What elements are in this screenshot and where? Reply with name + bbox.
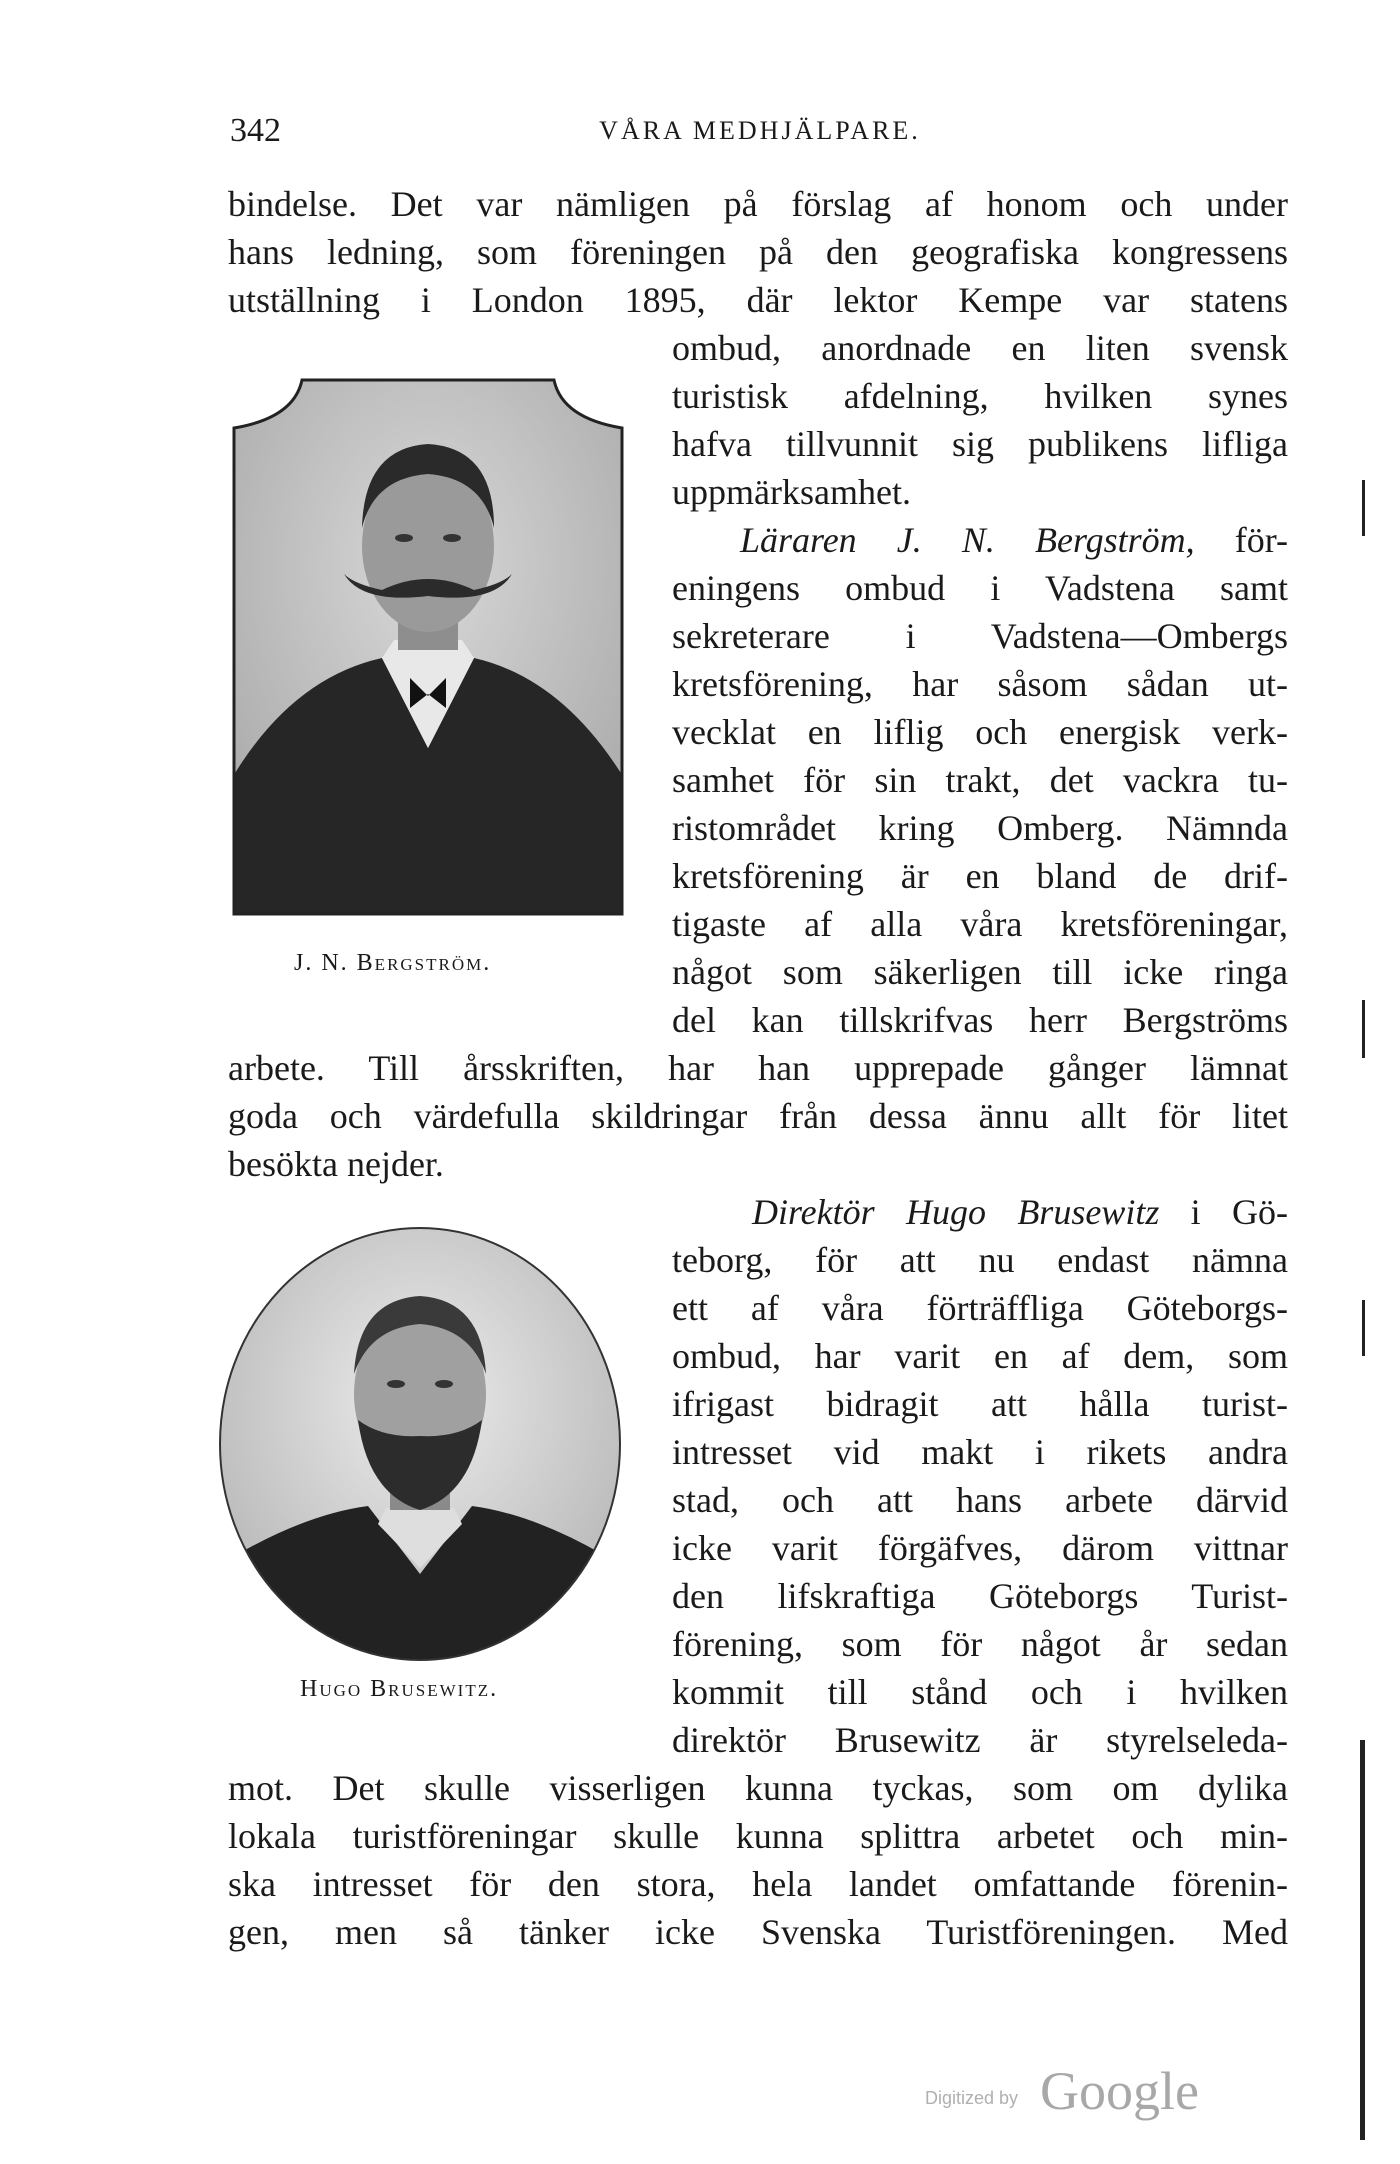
paragraph-opening: Läraren J. N. Bergström, för- — [740, 520, 1288, 560]
text-line: ombud, har varit en af dem, som — [672, 1336, 1288, 1376]
text-line: teborg, för att nu endast nämna — [672, 1240, 1288, 1280]
text-line: ristområdet kring Omberg. Nämnda — [672, 808, 1288, 848]
text-line: eningens ombud i Vadstena samt — [672, 568, 1288, 608]
text-line: turistisk afdelning, hvilken synes — [672, 376, 1288, 416]
text-line: förening, som för något år sedan — [672, 1624, 1288, 1664]
portrait-caption: J. N. Bergström. — [294, 950, 492, 976]
text-line: lokala turistföreningar skulle kunna splittra arbetet och min- — [228, 1816, 1288, 1856]
text-line: gen, men så tänker icke Svenska Turistföreningen. Med — [228, 1912, 1288, 1952]
page-number: 342 — [230, 112, 281, 149]
text-line: hafva tillvunnit sig publikens lifliga — [672, 424, 1288, 464]
text-line: mot. Det skulle visserligen kunna tyckas, som om dylika — [228, 1768, 1288, 1808]
text-line: bindelse. Det var nämligen på förslag af honom och under — [228, 184, 1288, 224]
text-line: tigaste af alla våra kretsföreningar, — [672, 904, 1288, 944]
text-line: stad, och att hans arbete därvid — [672, 1480, 1288, 1520]
text-line: samhet för sin trakt, det vackra tu- — [672, 760, 1288, 800]
text-line: sekreterare i Vadstena—Ombergs — [672, 616, 1288, 656]
text-line: den lifskraftiga Göteborgs Turist- — [672, 1576, 1288, 1616]
portrait-brusewitz — [218, 1224, 622, 1664]
text-line: hans ledning, som föreningen på den geografiska kongressens — [228, 232, 1288, 272]
text-line: direktör Brusewitz är styrelseleda- — [672, 1720, 1288, 1760]
scan-mark — [1362, 480, 1365, 536]
scan-mark — [1362, 1000, 1365, 1058]
watermark-brand: Google — [1040, 2061, 1199, 2121]
text-line: del kan tillskrifvas herr Bergströms — [672, 1000, 1288, 1040]
portrait-caption: Hugo Brusewitz. — [300, 1676, 499, 1702]
text-line: ifrigast bidragit att hålla turist- — [672, 1384, 1288, 1424]
text-line: vecklat en liflig och energisk verk- — [672, 712, 1288, 752]
text-line: utställning i London 1895, där lektor Kempe var statens — [228, 280, 1288, 320]
text-line: kretsförening är en bland de drif- — [672, 856, 1288, 896]
text-line: ombud, anordnade en liten svensk — [672, 328, 1288, 368]
text-line: kommit till stånd och i hvilken — [672, 1672, 1288, 1712]
text-line: icke varit förgäfves, därom vittnar — [672, 1528, 1288, 1568]
page-header — [230, 112, 1290, 152]
text-line: uppmärksamhet. — [672, 472, 911, 512]
scan-mark — [1362, 1300, 1365, 1356]
text-line: kretsförening, har såsom sådan ut- — [672, 664, 1288, 704]
text-line: arbete. Till årsskriften, har han upprepade gånger lämnat — [228, 1048, 1288, 1088]
text-line: ska intresset för den stora, hela landet omfattande förenin- — [228, 1864, 1288, 1904]
running-title: VÅRA MEDHJÄLPARE. — [599, 116, 921, 145]
text-line: ett af våra förträffliga Göteborgs- — [672, 1288, 1288, 1328]
paragraph-opening: Direktör Hugo Brusewitz i Gö- — [752, 1192, 1288, 1232]
text-line: något som säkerligen till icke ringa — [672, 952, 1288, 992]
portrait-bergstrom — [232, 378, 624, 918]
text-line: goda och värdefulla skildringar från dessa ännu allt för litet — [228, 1096, 1288, 1136]
text-line: besökta nejder. — [228, 1144, 444, 1184]
person-name: Direktör Hugo Brusewitz — [752, 1192, 1160, 1232]
person-name: Läraren J. N. Bergström, — [740, 520, 1195, 560]
text-line: intresset vid makt i rikets andra — [672, 1432, 1288, 1472]
watermark-prefix: Digitized by — [925, 2088, 1019, 2108]
scan-mark — [1360, 1740, 1365, 2140]
